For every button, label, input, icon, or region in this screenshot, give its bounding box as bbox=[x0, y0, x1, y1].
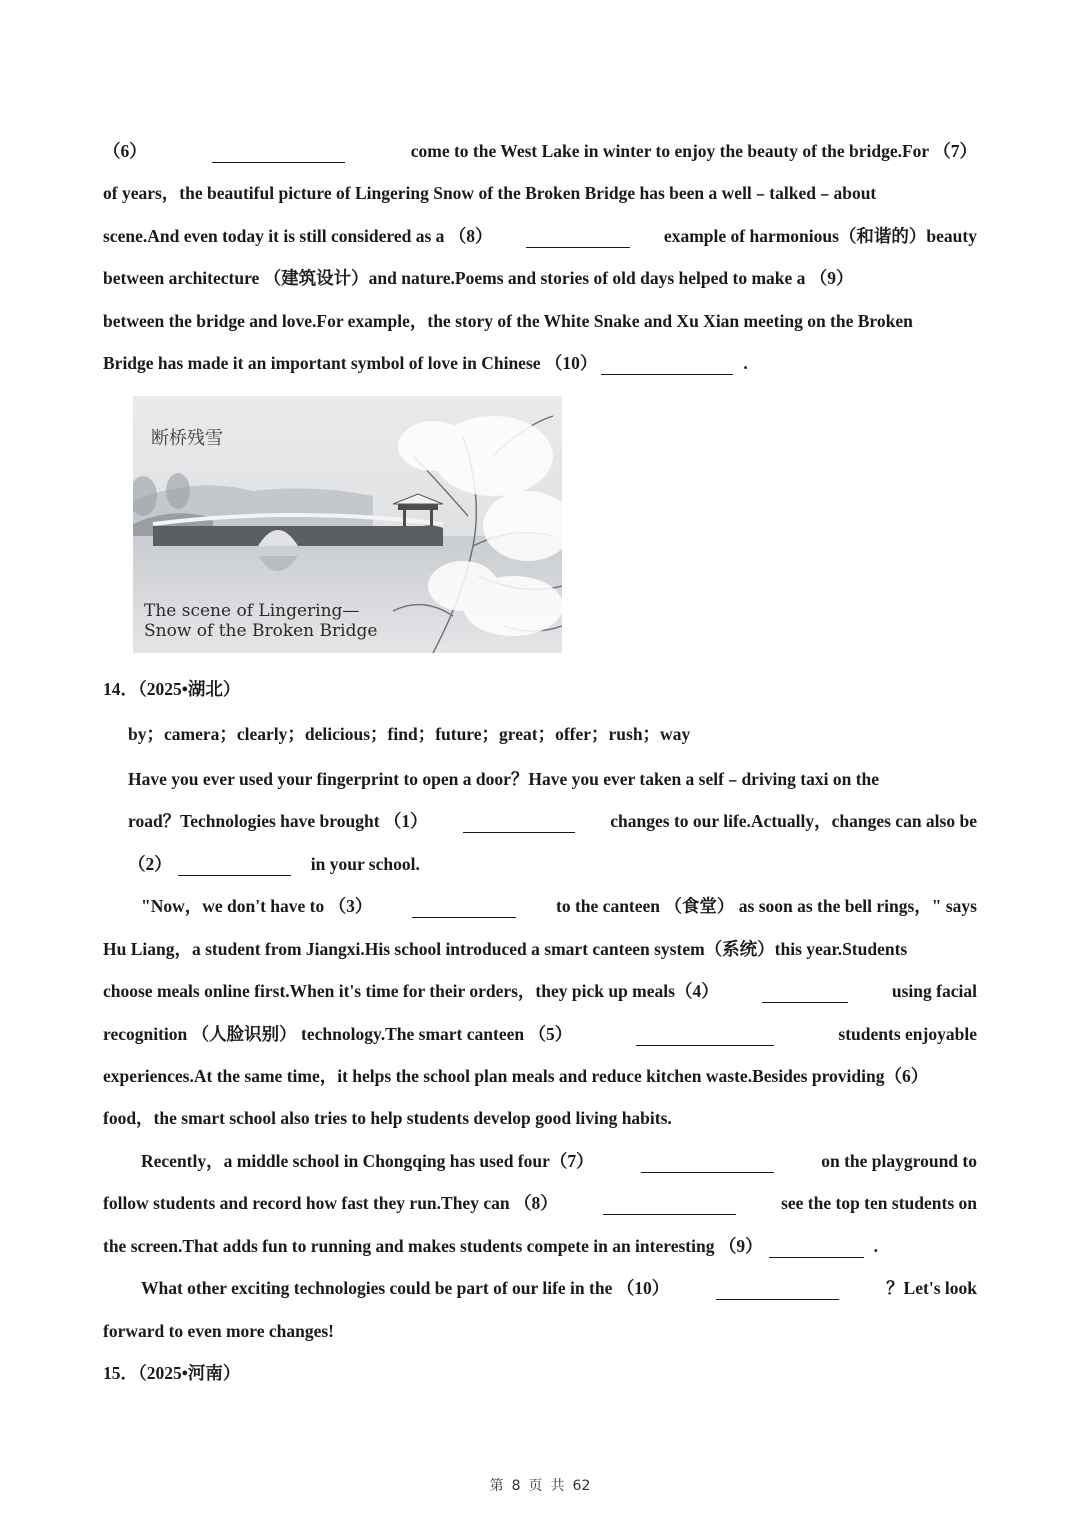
text: to the canteen （食堂） as soon as the bell rings，" says bbox=[556, 896, 977, 916]
answer-blank-8b[interactable] bbox=[603, 1196, 736, 1215]
passage-line bbox=[141, 894, 977, 918]
footer-text: 共 bbox=[550, 1478, 565, 1494]
image-caption-line-2: Snow of the Broken Bridge bbox=[144, 621, 378, 641]
text: Recently，a middle school in Chongqing has used four（7） bbox=[141, 1151, 594, 1171]
text: . bbox=[743, 353, 748, 373]
text: food，the smart school also tries to help students develop good living habits. bbox=[103, 1108, 672, 1128]
passage-line bbox=[103, 309, 977, 333]
text: （6） bbox=[103, 141, 147, 161]
question-header bbox=[103, 1361, 977, 1385]
text: Have you ever used your fingerprint to open a door？Have you ever taken a self﹣driving taxi on the bbox=[128, 769, 880, 789]
page-footer bbox=[0, 1475, 1080, 1495]
passage-line bbox=[128, 767, 977, 791]
text: between the bridge and love.For example，the story of the White Snake and Xu Xian meeting on the Broken bbox=[103, 311, 913, 331]
passage-line bbox=[103, 1022, 977, 1046]
text: on the playground to bbox=[821, 1151, 977, 1171]
question-header bbox=[103, 677, 977, 701]
text: scene.And even today it is still considered as a （8） bbox=[103, 226, 493, 246]
text: road？Technologies have brought （1） bbox=[128, 811, 428, 831]
text: 15．（2025•河南） bbox=[103, 1363, 241, 1383]
passage-line bbox=[103, 139, 977, 163]
broken-bridge-photo bbox=[133, 396, 562, 653]
text: （2） bbox=[128, 854, 172, 874]
answer-blank-9[interactable] bbox=[769, 1239, 864, 1258]
passage-line bbox=[141, 1149, 977, 1173]
text: students enjoyable bbox=[838, 1024, 977, 1044]
passage-line bbox=[103, 266, 977, 290]
text: example of harmonious（和谐的）beauty bbox=[663, 226, 977, 246]
text: . bbox=[873, 1236, 878, 1256]
passage-line bbox=[103, 181, 977, 205]
passage-line bbox=[128, 809, 977, 833]
text: in your school. bbox=[310, 854, 420, 874]
passage-line bbox=[103, 1191, 977, 1215]
text: between architecture （建筑设计）and nature.Poems and stories of old days helped to make a （9） bbox=[103, 268, 854, 288]
passage-line bbox=[103, 351, 977, 375]
total-pages: 62 bbox=[572, 1478, 591, 1494]
text: changes to our life.Actually，changes can also be bbox=[610, 811, 977, 831]
answer-blank-3[interactable] bbox=[412, 899, 516, 918]
answer-blank-6[interactable] bbox=[212, 144, 345, 163]
answer-blank-1[interactable] bbox=[463, 814, 575, 833]
passage-line bbox=[103, 979, 977, 1003]
passage-line bbox=[103, 1106, 977, 1130]
text: follow students and record how fast they run.They can （8） bbox=[103, 1193, 558, 1213]
passage-line bbox=[103, 1319, 977, 1343]
text: ？Let's look bbox=[886, 1278, 977, 1298]
text: choose meals online first.When it's time for their orders，they pick up meals（4） bbox=[103, 981, 719, 1001]
answer-blank-4[interactable] bbox=[762, 984, 848, 1003]
footer-text: 页 bbox=[528, 1478, 543, 1494]
text: Hu Liang，a student from Jiangxi.His school introduced a smart canteen system（系统）this year.Students bbox=[103, 939, 908, 959]
page-number: 8 bbox=[511, 1478, 521, 1494]
answer-blank-8[interactable] bbox=[526, 229, 630, 248]
image-caption-line-1: The scene of Lingering— bbox=[144, 601, 360, 621]
text: What other exciting technologies could be part of our life in the （10） bbox=[141, 1278, 670, 1298]
passage-line bbox=[103, 224, 977, 248]
passage-line bbox=[103, 1064, 989, 1088]
text: by；camera；clearly；delicious；find；future；great；offer；rush；way bbox=[128, 724, 691, 744]
answer-blank-10b[interactable] bbox=[716, 1281, 839, 1300]
text: Bridge has made it an important symbol of love in Chinese （10） bbox=[103, 353, 598, 373]
passage-line bbox=[103, 1234, 977, 1258]
text: experiences.At the same time，it helps the school plan meals and reduce kitchen waste.Besides providing（6） bbox=[103, 1066, 929, 1086]
footer-text: 第 bbox=[489, 1478, 504, 1494]
text: the screen.That adds fun to running and makes students compete in an interesting （9） bbox=[103, 1236, 763, 1256]
text: recognition （人脸识别） technology.The smart canteen （5） bbox=[103, 1024, 573, 1044]
text: "Now，we don't have to （3） bbox=[141, 896, 373, 916]
answer-blank-10[interactable] bbox=[601, 356, 733, 375]
text: 14．（2025•湖北） bbox=[103, 679, 241, 699]
answer-blank-5[interactable] bbox=[636, 1027, 774, 1046]
passage-line bbox=[103, 937, 977, 961]
image-caption-chinese: 断桥残雪 bbox=[151, 428, 223, 449]
answer-blank-7[interactable] bbox=[641, 1154, 774, 1173]
text: see the top ten students on bbox=[781, 1193, 977, 1213]
text: come to the West Lake in winter to enjoy the beauty of the bridge.For （7） bbox=[410, 141, 977, 161]
answer-blank-2[interactable] bbox=[178, 857, 291, 876]
text: using facial bbox=[891, 981, 977, 1001]
passage-line bbox=[128, 852, 1002, 876]
text: of years，the beautiful picture of Lingering Snow of the Broken Bridge has been a well﹣talked﹣about bbox=[103, 183, 877, 203]
passage-line bbox=[141, 1276, 977, 1300]
text: forward to even more changes! bbox=[103, 1321, 335, 1341]
word-bank bbox=[128, 722, 1002, 746]
